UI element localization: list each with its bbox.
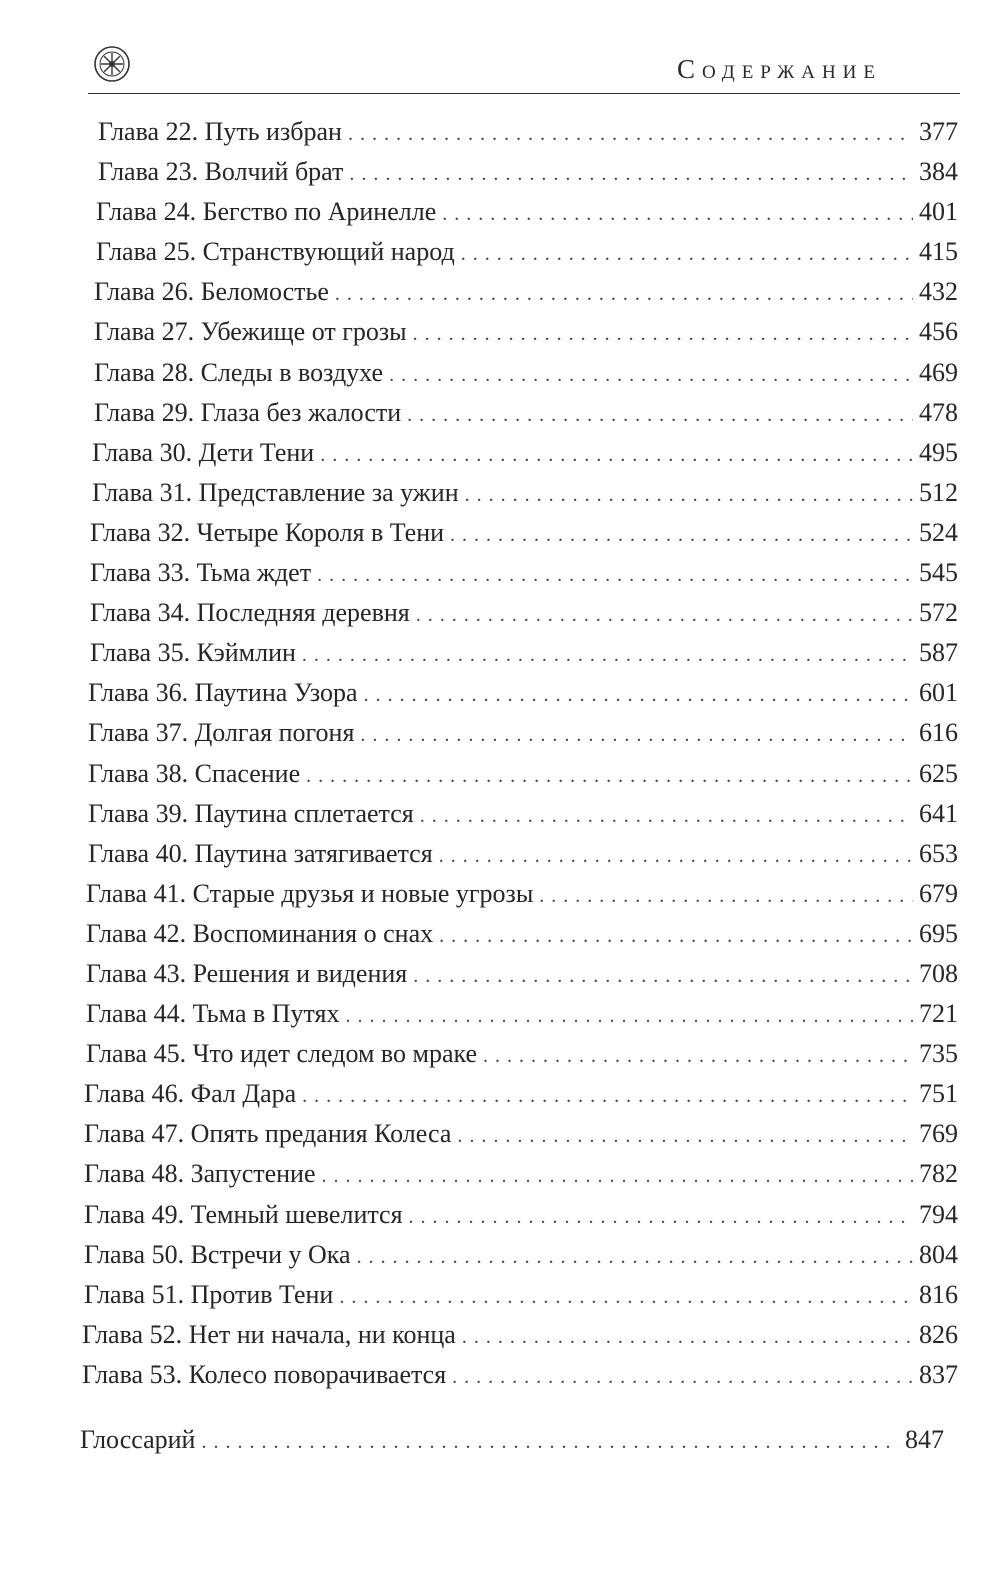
ornament-icon (92, 44, 132, 84)
toc-row[interactable] (84, 1154, 958, 1194)
chapter-title: Глава 23. Волчий брат (98, 157, 344, 187)
toc-row[interactable] (84, 1114, 958, 1154)
leader-dots (465, 475, 913, 515)
page-number: 679 (919, 878, 958, 908)
leader-dots (452, 1357, 913, 1397)
page-number: 545 (919, 558, 958, 588)
chapter-title: Глава 26. Беломостье (94, 277, 329, 307)
chapter-title: Глава 35. Кэймлин (90, 638, 296, 668)
leader-dots (450, 515, 913, 555)
chapter-title: Глава 51. Против Тени (84, 1279, 334, 1309)
toc-row[interactable] (96, 232, 958, 272)
toc-row[interactable] (84, 1195, 958, 1235)
leader-dots (539, 876, 913, 916)
leader-dots (409, 1197, 913, 1237)
table-of-contents (82, 112, 958, 1395)
page-number: 415 (919, 237, 958, 267)
chapter-title: Глава 30. Дети Тени (92, 437, 315, 467)
page-header (88, 40, 960, 96)
leader-dots (339, 1277, 913, 1317)
page-number: 837 (919, 1359, 958, 1389)
leader-dots (346, 996, 913, 1036)
leader-dots (201, 1422, 899, 1462)
toc-row[interactable] (84, 1074, 958, 1114)
toc-row[interactable] (82, 1315, 958, 1355)
chapter-title: Глава 47. Опять предания Колеса (84, 1119, 452, 1149)
toc-row[interactable] (88, 673, 958, 713)
chapter-title: Глава 43. Решения и видения (86, 958, 408, 988)
leader-dots (348, 114, 913, 154)
leader-dots (364, 675, 913, 715)
leader-dots (335, 274, 913, 314)
chapter-title: Глава 48. Запустение (84, 1159, 316, 1189)
chapter-title: Глава 41. Старые друзья и новые угрозы (86, 878, 534, 908)
chapter-title: Глава 44. Тьма в Путях (86, 999, 340, 1029)
page-number: 721 (919, 999, 958, 1029)
toc-row[interactable] (84, 1275, 958, 1315)
toc-row[interactable] (86, 914, 958, 954)
chapter-title: Глава 38. Спасение (88, 758, 301, 788)
leader-dots (457, 1116, 913, 1156)
leader-dots (302, 635, 913, 675)
chapter-title: Глава 36. Паутина Узора (88, 678, 358, 708)
page-number: 384 (919, 157, 958, 187)
page-title: Содержание (676, 54, 882, 84)
chapter-title: Глава 50. Встречи у Ока (84, 1239, 351, 1269)
header-divider (88, 93, 960, 94)
leader-dots (349, 154, 913, 194)
page-number: 804 (919, 1239, 958, 1269)
page-number: 572 (919, 598, 958, 628)
toc-row[interactable] (96, 192, 958, 232)
page-number: 641 (919, 798, 958, 828)
glossary-entry[interactable] (80, 1420, 944, 1460)
toc-row[interactable] (82, 1355, 958, 1395)
toc-row[interactable] (94, 312, 958, 352)
toc-row[interactable] (94, 272, 958, 312)
toc-row[interactable] (98, 152, 958, 192)
toc-row[interactable] (88, 713, 958, 753)
leader-dots (407, 395, 913, 435)
toc-row[interactable] (98, 112, 958, 152)
chapter-title: Глава 53. Колесо поворачивается (82, 1359, 447, 1389)
chapter-title: Глава 49. Темный шевелится (84, 1199, 403, 1229)
leader-dots (416, 595, 913, 635)
leader-dots (439, 836, 913, 876)
toc-row[interactable] (92, 433, 958, 473)
toc-row[interactable] (90, 633, 958, 673)
toc-row[interactable] (86, 874, 958, 914)
chapter-title: Глава 52. Нет ни начала, ни конца (82, 1319, 456, 1349)
chapter-title: Глава 31. Представление за ужин (92, 477, 459, 507)
page-number: 587 (919, 638, 958, 668)
chapter-title: Глава 37. Долгая погоня (88, 718, 355, 748)
page-number: 495 (919, 437, 958, 467)
chapter-title: Глава 39. Паутина сплетается (88, 798, 414, 828)
toc-row[interactable] (86, 1034, 958, 1074)
chapter-title: Глава 33. Тьма ждет (90, 558, 312, 588)
page-number: 769 (919, 1119, 958, 1149)
page-number: 432 (919, 277, 958, 307)
toc-row[interactable] (88, 754, 958, 794)
page-number: 401 (919, 197, 958, 227)
page-number: 794 (919, 1199, 958, 1229)
page-number: 377 (919, 117, 958, 146)
leader-dots (322, 1156, 913, 1196)
page-number: 601 (919, 678, 958, 708)
leader-dots (413, 956, 913, 996)
chapter-title: Глава 25. Странствующий народ (96, 237, 455, 267)
page-number: 469 (919, 357, 958, 387)
chapter-title: Глава 32. Четыре Короля в Тени (90, 517, 445, 547)
page-number: 524 (919, 517, 958, 547)
leader-dots (483, 1036, 913, 1076)
toc-row[interactable] (94, 393, 958, 433)
page-number: 708 (919, 958, 958, 988)
leader-dots (439, 916, 913, 956)
page-number: 512 (919, 477, 958, 507)
chapter-title: Глава 42. Воспоминания о снах (86, 918, 434, 948)
toc-row[interactable] (88, 794, 958, 834)
leader-dots (360, 715, 913, 755)
page-number: 816 (919, 1279, 958, 1309)
leader-dots (320, 435, 913, 475)
chapter-title: Глава 45. Что идет следом во мраке (86, 1039, 478, 1069)
chapter-title: Глава 46. Фал Дара (84, 1079, 297, 1109)
page-number: 616 (919, 718, 958, 748)
page-number: 695 (919, 918, 958, 948)
page-number: 735 (919, 1039, 958, 1069)
toc-row[interactable] (86, 954, 958, 994)
glossary-label: Глоссарий (80, 1425, 196, 1454)
chapter-title: Глава 34. Последняя деревня (90, 598, 410, 628)
page-number: 625 (919, 758, 958, 788)
leader-dots (302, 1076, 913, 1116)
page-number: 653 (919, 838, 958, 868)
toc-row[interactable] (84, 1235, 958, 1275)
chapter-title: Глава 29. Глаза без жалости (94, 397, 402, 427)
toc-row[interactable] (86, 994, 958, 1034)
leader-dots (389, 355, 913, 395)
toc-row[interactable] (90, 593, 958, 633)
toc-row[interactable] (92, 473, 958, 513)
page-number: 456 (919, 317, 958, 347)
chapter-title: Глава 40. Паутина затягивается (88, 838, 433, 868)
chapter-title: Глава 27. Убежище от грозы (94, 317, 407, 347)
leader-dots (420, 796, 913, 836)
toc-row[interactable] (88, 834, 958, 874)
leader-dots (461, 234, 913, 274)
toc-row[interactable] (90, 513, 958, 553)
page-number: 478 (919, 397, 958, 427)
leader-dots (462, 1317, 913, 1357)
chapter-title: Глава 24. Бегство по Аринелле (96, 197, 437, 227)
toc-row[interactable] (94, 353, 958, 393)
chapter-title: Глава 22. Путь избран (98, 117, 342, 146)
glossary-page-number: 847 (905, 1425, 944, 1454)
toc-row[interactable] (90, 553, 958, 593)
chapter-title: Глава 28. Следы в воздухе (94, 357, 384, 387)
leader-dots (306, 756, 913, 796)
leader-dots (357, 1237, 913, 1277)
page-number: 782 (919, 1159, 958, 1189)
leader-dots (317, 555, 913, 595)
leader-dots (413, 314, 913, 354)
page-number: 751 (919, 1079, 958, 1109)
page-number: 826 (919, 1319, 958, 1349)
leader-dots (442, 194, 913, 234)
